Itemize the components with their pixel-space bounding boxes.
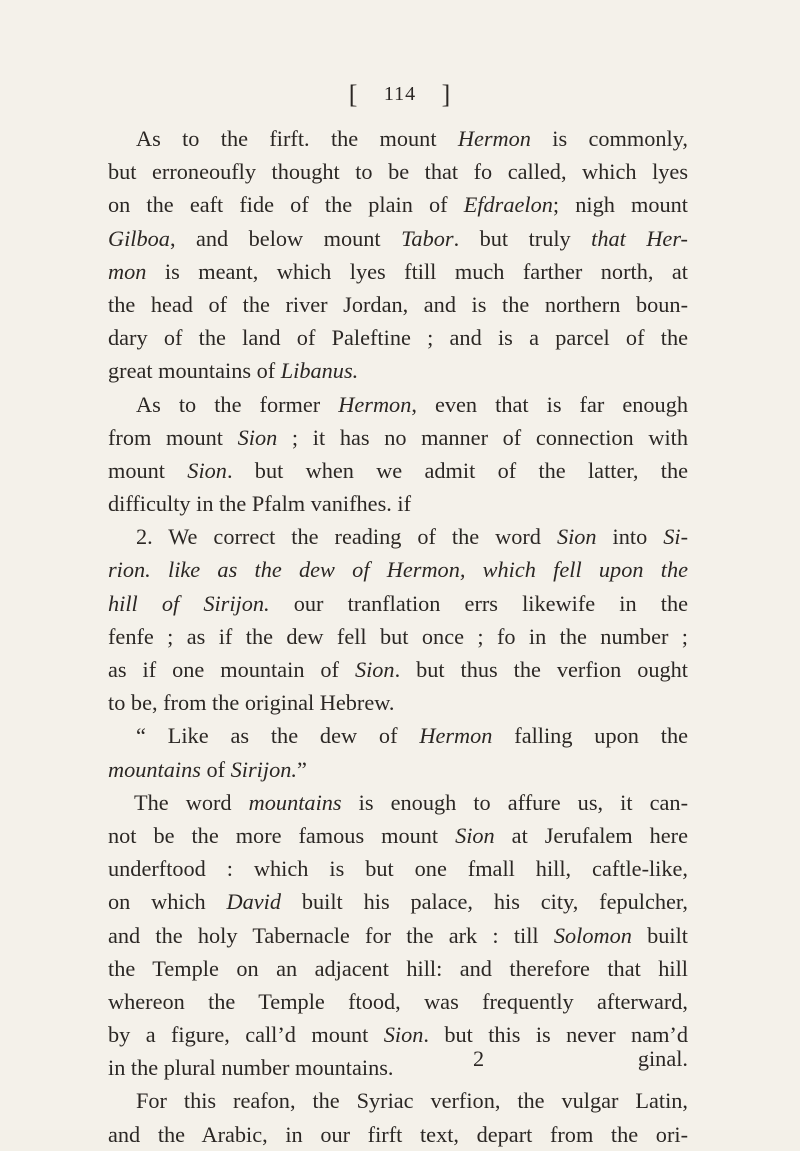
italic-text: Hermon <box>457 126 531 151</box>
text-span: on the eaft fide of the plain of <box>108 192 464 218</box>
text-line <box>108 188 688 221</box>
italic-text: Sion <box>354 657 395 682</box>
text-span: For this reafon, the Syriac verfion, the vulgar Latin, <box>136 1088 688 1114</box>
text-line <box>108 354 688 387</box>
text-span: not be the more famous mount <box>108 822 456 848</box>
text-span: is meant, which lyes ftill much farther north, at <box>146 258 688 284</box>
text-span: as if one mountain of <box>108 657 355 682</box>
text-span: and the Arabic, in our firft text, depart from the ori- <box>108 1121 688 1147</box>
text-span: in the plural number mountains. <box>108 1055 394 1081</box>
text-span: the head of the river Jordan, and is the northern boun- <box>108 291 688 317</box>
italic-text: Sion <box>237 424 278 450</box>
text-line <box>108 1118 688 1151</box>
text-span: , and below mount <box>169 225 402 251</box>
page-footer <box>108 1046 688 1076</box>
italic-text: that Her- <box>591 225 688 251</box>
italic-text: Libanus. <box>280 358 359 384</box>
text-span: at Jerufalem here <box>494 822 688 848</box>
text-span: into <box>596 524 664 550</box>
text-span: fenfe ; as if the dew fell but once ; fo in the number ; <box>108 623 688 649</box>
italic-text: Tabor <box>401 225 454 251</box>
text-span: built his palace, his city, fepulcher, <box>281 889 689 915</box>
text-span: to be, from the original Hebrew. <box>108 690 395 716</box>
italic-text: Sion <box>556 524 597 550</box>
text-line <box>108 520 688 553</box>
italic-text: Solomon <box>553 922 632 948</box>
text-line <box>108 421 688 454</box>
text-line <box>108 487 688 520</box>
page-number: 114 <box>383 83 417 105</box>
italic-text: Hermon <box>419 723 493 749</box>
text-span: . but truly <box>453 225 592 251</box>
catchword: ginal. <box>637 1046 688 1071</box>
italic-text: Hermon <box>338 391 412 417</box>
italic-text: mountains <box>248 789 342 815</box>
page-header <box>0 80 800 110</box>
body-text <box>108 122 688 1151</box>
italic-text: mon <box>108 258 147 284</box>
text-line <box>108 388 688 421</box>
italic-text: David <box>226 889 282 915</box>
text-span: our tranflation errs likewife in the <box>269 590 688 616</box>
text-span: dary of the land of Paleftine ; and is a parcel of the <box>108 325 688 351</box>
text-line <box>108 222 688 255</box>
text-span: As to the firft. the mount <box>136 126 458 151</box>
text-span: from mount <box>108 424 238 450</box>
header-close-bracket: ] <box>441 80 452 109</box>
text-span: 2. We correct the reading of the word <box>136 524 557 550</box>
text-span: on which <box>108 889 227 915</box>
text-line <box>108 952 688 985</box>
text-span: built <box>631 922 688 948</box>
text-line <box>108 587 688 620</box>
text-span: mount <box>108 457 188 483</box>
italic-text: hill of Sirijon. <box>108 590 270 616</box>
text-span: falling upon the <box>492 723 688 749</box>
italic-text: Efdraelon <box>463 192 553 218</box>
italic-text: Sirijon. <box>230 756 297 782</box>
text-span: ; nigh mount <box>552 192 688 218</box>
italic-text: Sion <box>187 457 227 483</box>
text-line <box>108 686 688 719</box>
text-line <box>108 919 688 952</box>
text-line <box>108 885 688 918</box>
text-line <box>108 653 688 686</box>
text-line <box>108 255 688 288</box>
text-span: ” <box>296 756 307 782</box>
text-line <box>108 819 688 852</box>
text-line <box>108 753 688 786</box>
text-span: and the holy Tabernacle for the ark : till <box>108 922 554 948</box>
italic-text: Sion <box>383 1022 424 1048</box>
italic-text: mountains <box>108 756 201 782</box>
text-line <box>108 553 688 586</box>
text-span: . but this is never nam’d <box>423 1022 688 1048</box>
text-span: , even that is far enough <box>411 391 688 417</box>
italic-text: Gilboa <box>108 225 170 251</box>
text-line <box>108 288 688 321</box>
signature-mark: 2 <box>473 1046 485 1071</box>
text-line <box>108 122 688 155</box>
text-line <box>108 1084 688 1117</box>
text-line <box>108 719 688 752</box>
text-span: the Temple on an adjacent hill: and therefore that hill <box>108 955 688 981</box>
text-line <box>108 321 688 354</box>
italic-text: Sion <box>455 822 495 848</box>
text-line <box>108 454 688 487</box>
text-span: is commonly, <box>530 126 688 151</box>
text-line <box>108 852 688 885</box>
text-span: . but thus the verfion ought <box>394 657 688 682</box>
text-span: As to the former <box>136 391 339 417</box>
text-span: whereon the Temple ftood, was frequently afterward, <box>108 988 688 1014</box>
text-span: but erroneoufly thought to be that fo called, which lyes <box>108 159 688 185</box>
text-span: The word <box>134 789 249 815</box>
header-open-bracket: [ <box>348 80 359 109</box>
text-span: of <box>200 756 231 782</box>
text-span: . but when we admit of the latter, the <box>226 457 688 483</box>
italic-text: Si- <box>663 524 689 550</box>
text-line <box>108 985 688 1018</box>
text-span: is enough to affure us, it can- <box>341 789 689 815</box>
text-span: difficulty in the Pfalm vanifhes. if <box>108 491 412 517</box>
text-line <box>108 620 688 653</box>
text-span: underftood : which is but one fmall hill, caftle-like, <box>108 856 688 882</box>
text-line <box>108 786 688 819</box>
italic-text: rion. like as the dew of Hermon, which fell upon the <box>108 557 688 583</box>
text-span: ; it has no manner of connection with <box>277 424 688 450</box>
text-line <box>108 155 688 188</box>
text-span: great mountains of <box>108 358 281 384</box>
text-span: “ Like as the dew of <box>136 723 420 749</box>
text-span: by a figure, call’d mount <box>108 1022 384 1048</box>
